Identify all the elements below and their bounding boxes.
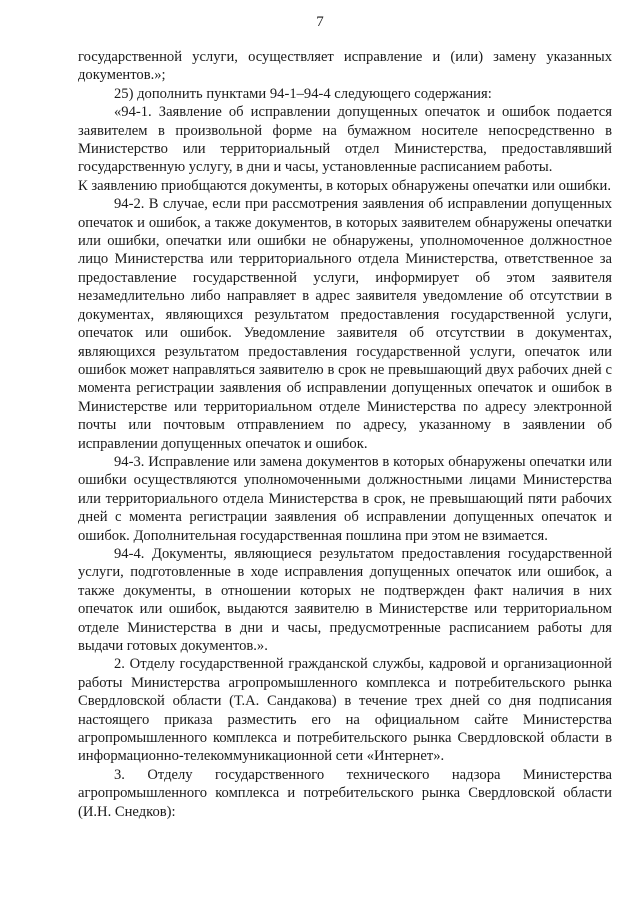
paragraph-continuation: государственной услуги, осуществляет исправление и (или) замену указанных документов.»; bbox=[78, 49, 612, 84]
paragraph-94-3: 94-3. Исправление или замена документов в которых обнаружены опечатки или ошибки осуществляются уполномоченными должностными лицами Министерства или территориального отдела Министерства в срок, не превышающий пяти рабочих дней с момента регистрации заявления об исправлении допущенных опечаток и ошибок. Дополнительная государственная пошлина при этом не взимается. bbox=[78, 453, 612, 544]
paragraph-94-2: 94-2. В случае, если при рассмотрения заявления об исправлении допущенных опечаток и ошибок, а также документов, в которых заявителем обнаружены опечатки или ошибки, опечатки или ошибки не обнаружены, уполномоченное должностное лицо Министерства или территориального отдела Министерства, ответственное за предоставление государственной услуги, информирует об этом заявителя незамедлительно либо направляет в адрес заявителя уведомление об отсутствии в документах, являющихся результатом предоставления государственной услуги, опечаток или ошибок. Уведомление заявителя об отсутствии в документах, являющихся результатом предоставления государственной услуги, опечаток или ошибок может направляться заявителю в срок не превышающий двух рабочих дней с момента регистрации заявления об исправлении допущенных опечаток и ошибок в Министерстве или территориальном отделе Министерства по адресу электронной почты или почтовым отправлением по адресу, указанному в заявлении об исправлении допущенных опечаток и ошибок. bbox=[78, 196, 612, 452]
document-body bbox=[78, 48, 612, 821]
paragraph-94-4: 94-4. Документы, являющиеся результатом предоставления государственной услуги, подготовленные в ходе исправления допущенных опечаток или ошибок, а также документы, в отношении которых не подтвержден факт наличия в них опечаток или ошибок, выдаются заявителю в Министерстве или территориальном отделе Министерства в дни и часы, предусмотренные расписанием работы для выдачи готовых документов.». bbox=[78, 545, 612, 654]
paragraph-item-25: 25) дополнить пунктами 94-1–94-4 следующего содержания: bbox=[114, 85, 492, 102]
page-number: 7 bbox=[316, 14, 324, 30]
paragraph-attachment-note: К заявлению приобщаются документы, в которых обнаружены опечатки или ошибки. bbox=[78, 177, 611, 194]
paragraph-item-2: 2. Отделу государственной гражданской службы, кадровой и организационной работы Министерства агропромышленного комплекса и потребительского рынка Свердловской области (Т.А. Сандакова) в течение трех дней со дня подписания настоящего приказа разместить его на официальном сайте Министерства агропромышленного комплекса и потребительского рынка Свердловской области в информационно-телекоммуникационной сети «Интернет». bbox=[78, 656, 612, 765]
paragraph-item-3: 3. Отделу государственного технического надзора Министерства агропромышленного комплекса и потребительского рынка Свердловской области (И.Н. Снедков): bbox=[78, 766, 612, 820]
paragraph-94-1: «94-1. Заявление об исправлении допущенных опечаток и ошибок подается заявителем в произвольной форме на бумажном носителе непосредственно в Министерство или территориальный отдел Министерства, предоставлявший государственную услугу, в дни и часы, установленные расписанием работы. bbox=[78, 104, 612, 176]
